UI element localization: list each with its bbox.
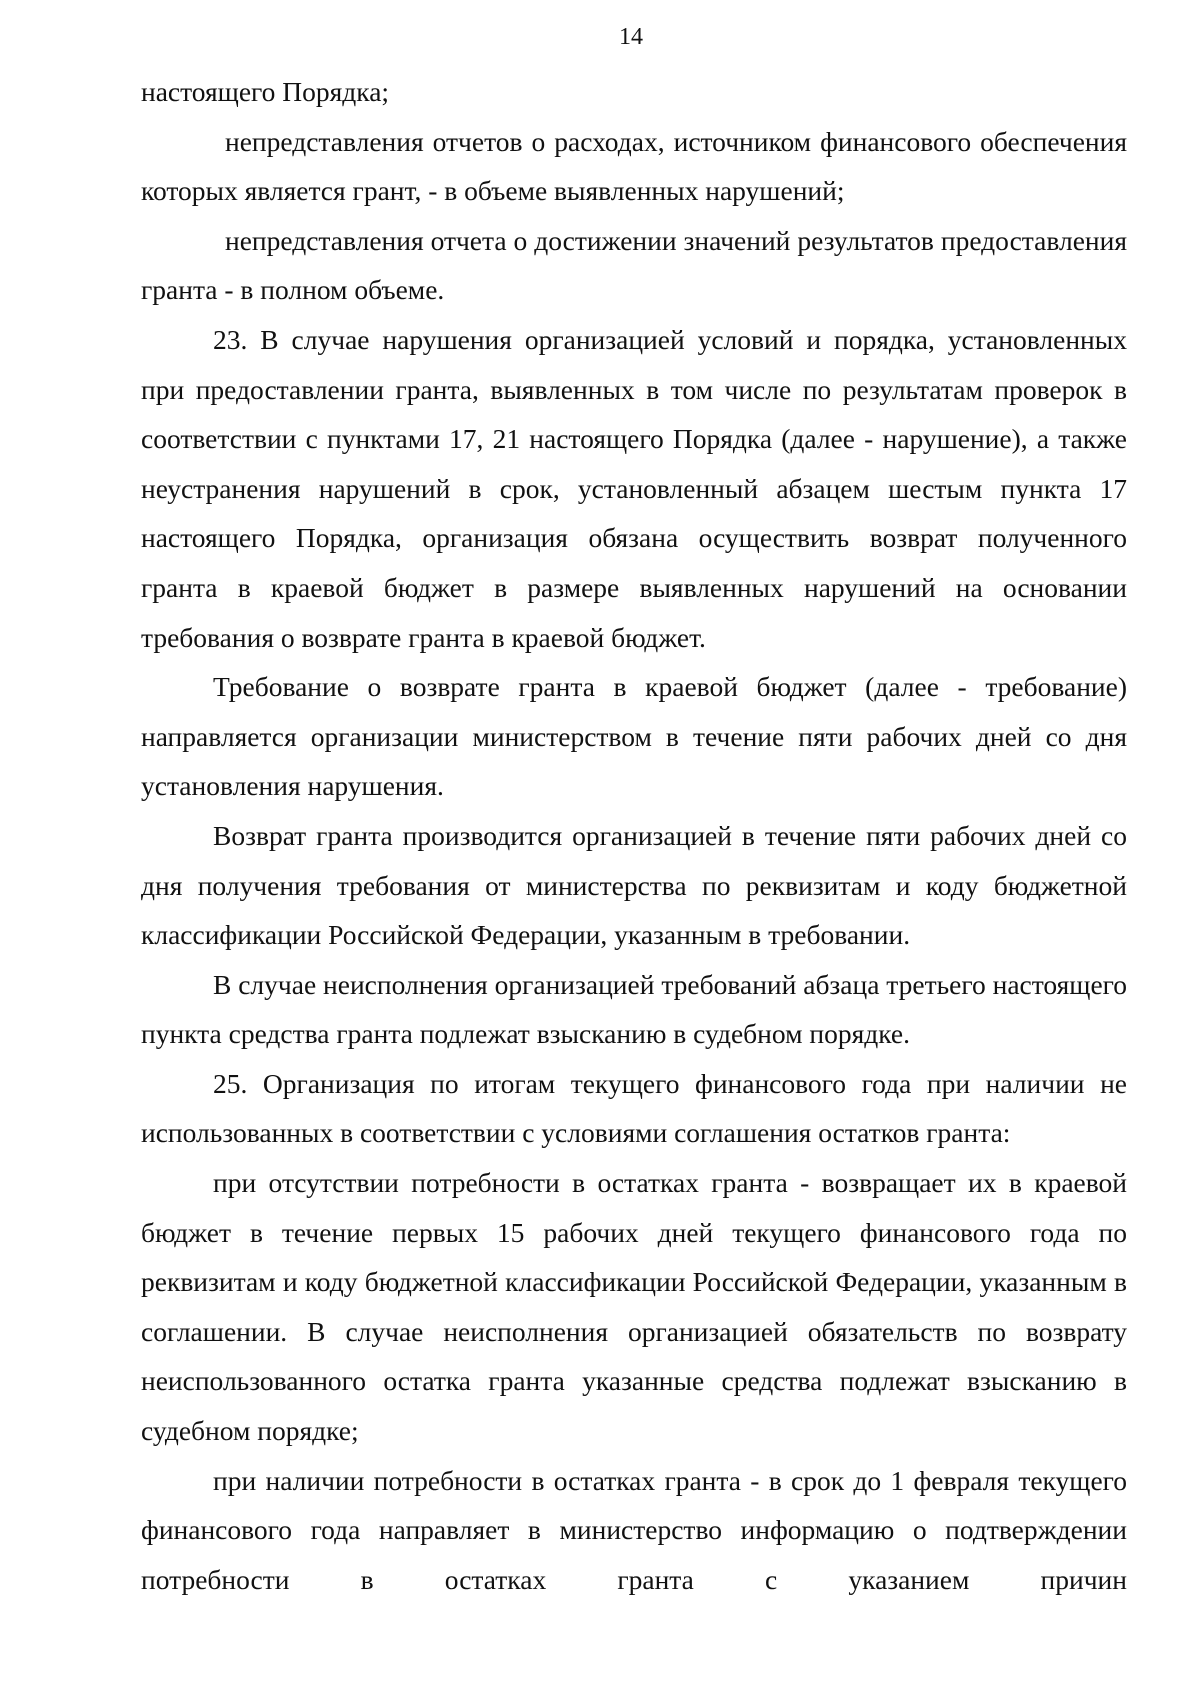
page-number: 14 — [619, 24, 643, 50]
paragraph-reports-expenses: непредставления отчетов о расходах, источником финансового обеспечения которых является грант, - в объеме выявленных нарушений; — [141, 125, 1127, 207]
paragraph-report-results: непредставления отчета о достижении значений результатов предоставления гранта - в полном объеме. — [141, 224, 1127, 306]
document-body — [141, 67, 1127, 1604]
paragraph-continuation: настоящего Порядка; — [141, 76, 390, 107]
paragraph-no-need: при отсутствии потребности в остатках гранта - возвращает их в краевой бюджет в течение первых 15 рабочих дней текущего финансового года по реквизитам и коду бюджетной классификации Российской Федерации, указанным в соглашении. В случае неисполнения организацией обязательств по возврату неиспользованного остатка гранта указанные средства подлежат взысканию в судебном порядке; — [141, 1167, 1127, 1447]
paragraph-grant-return: Возврат гранта производится организацией в течение пяти рабочих дней со дня получения требования от министерства по реквизитам и коду бюджетной классификации Российской Федерации, указанным в требовании. — [141, 819, 1127, 951]
paragraph-item-23: 23. В случае нарушения организацией условий и порядка, установленных при предоставлении гранта, выявленных в том числе по результатам проверок в соответствии с пунктами 17, 21 настоящего Порядка (далее - нарушение), а также неустранения нарушений в срок, установленный абзацем шестым пункта 17 настоящего Порядка, организация обязана осуществить возврат полученного гранта в краевой бюджет в размере выявленных нарушений на основании требования о возврате гранта в краевой бюджет. — [141, 323, 1127, 653]
paragraph-non-fulfillment: В случае неисполнения организацией требований абзаца третьего настоящего пункта средства гранта подлежат взысканию в судебном порядке. — [141, 968, 1127, 1050]
paragraph-requirement: Требование о возврате гранта в краевой бюджет (далее - требование) направляется организации министерством в течение пяти рабочих дней со дня установления нарушения. — [141, 671, 1127, 802]
paragraph-need-remains: при наличии потребности в остатках гранта - в срок до 1 февраля текущего финансового года направляет в министерство информацию о подтверждении потребности в остатках гранта с указанием причин — [141, 1464, 1127, 1595]
paragraph-item-25: 25. Организация по итогам текущего финансового года при наличии не использованных в соответствии с условиями соглашения остатков гранта: — [141, 1067, 1127, 1149]
